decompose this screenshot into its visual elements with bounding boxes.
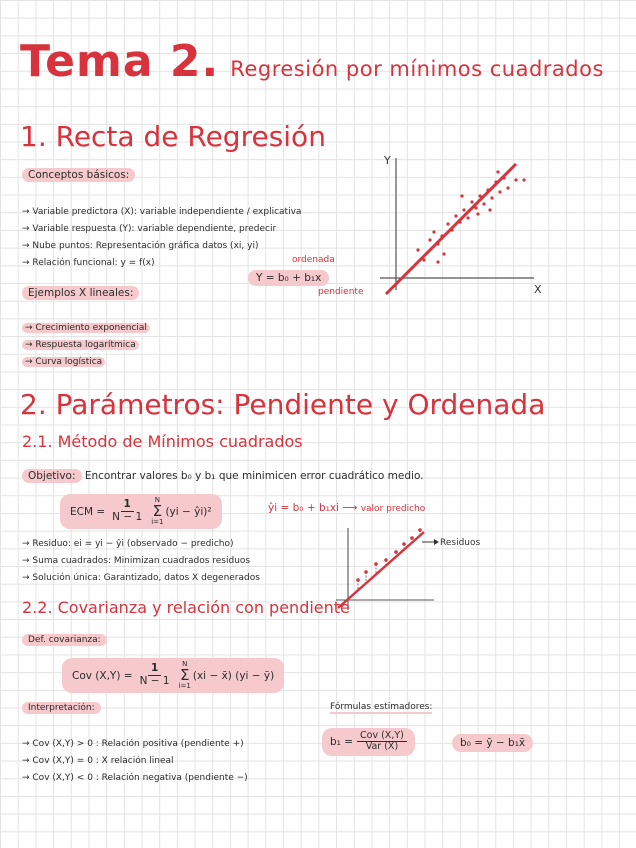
scatter-point (488, 208, 491, 211)
scatter-point (450, 228, 453, 231)
residual-point (418, 528, 422, 532)
prediction-equation: ŷi = b₀ + b₁xi (268, 502, 339, 514)
prediction-arrow: ⟶ (342, 502, 358, 514)
minimos-bullets (22, 536, 260, 587)
scatter-point (506, 186, 509, 189)
objetivo-text: Encontrar valores b₀ y b₁ que minimicen error cuadrático medio. (84, 470, 424, 482)
concepto-item: → Variable predictora (X): variable independiente / explicativa (22, 207, 302, 217)
scatter-point (442, 252, 445, 255)
ejemplo-item: → Crecimiento exponencial (22, 320, 150, 337)
regression-equation: Y = b₀ + b₁x (248, 270, 329, 286)
scatter-point (460, 194, 463, 197)
scatter-point (522, 178, 525, 181)
scatter-point (422, 258, 425, 261)
scatter-point (476, 212, 479, 215)
b1-formula: b₁ = $\frac{\text{Cov (X,Y)}}{\text{Var (X)}}$ (322, 728, 415, 756)
interp-item: → Cov (X,Y) = 0 : X relación lineal (22, 756, 174, 766)
ecm-formula: ECM = $\frac{1}{N - 1}$ N Σ i=1 (yi − ŷi)² (60, 494, 222, 529)
scatter-point (482, 202, 485, 205)
residual-points (356, 528, 422, 590)
scatter-point (494, 180, 497, 183)
def-covarianza-label: Def. covarianza: (22, 634, 107, 646)
axis-x-label: X (534, 283, 542, 296)
interpretacion-list (22, 736, 248, 787)
title-main: Tema 2. (20, 36, 220, 87)
scatter-point (432, 230, 435, 233)
subsection-2-1: 2.1. Método de Mínimos cuadrados (22, 432, 303, 451)
interp-item: → Cov (X,Y) < 0 : Relación negativa (pendiente −) (22, 773, 248, 783)
residual-point (356, 578, 360, 582)
scatter-point (490, 196, 493, 199)
scatter-points (416, 170, 525, 263)
prediction-label: valor predicho (360, 504, 426, 514)
residuos-arrowhead (434, 539, 439, 545)
scatter-point (474, 206, 477, 209)
ejemplo-item: → Curva logística (22, 354, 150, 371)
scatter-point (478, 194, 481, 197)
scatter-point (470, 200, 473, 203)
title-sub: Regresión por mínimos cuadrados (230, 57, 604, 81)
scatter-point (498, 190, 501, 193)
regression-scatter-plot (378, 152, 548, 297)
scatter-point (486, 188, 489, 191)
residual-point (374, 562, 378, 566)
scatter-point (458, 220, 461, 223)
scatter-point (454, 214, 457, 217)
concepto-item: → Variable respuesta (Y): variable dependiente, predecir (22, 224, 277, 234)
prediction-line (268, 502, 425, 514)
section-1-heading: 1. Recta de Regresión (20, 120, 326, 153)
subsection-2-2: 2.2. Covarianza y relación con pendiente (22, 598, 350, 617)
scatter-point (436, 242, 439, 245)
conceptos-label: Conceptos básicos: (22, 168, 135, 182)
scatter-point (462, 208, 465, 211)
scatter-point (416, 248, 419, 251)
formulas-label: Fórmulas estimadores: (330, 702, 433, 712)
scatter-point (440, 234, 443, 237)
scatter-point (436, 260, 439, 263)
scatter-point (466, 216, 469, 219)
page-title (20, 36, 604, 87)
conceptos-list (22, 204, 301, 272)
concepto-item: → Nube puntos: Representación gráfica datos (xi, yi) (22, 241, 259, 251)
ejemplos-label: Ejemplos X lineales: (22, 286, 139, 300)
residuos-label: Residuos (440, 538, 481, 548)
objetivo-line (22, 470, 424, 482)
b0-formula: b₀ = ȳ − b₁x̄ (452, 734, 533, 752)
residual-point (364, 570, 368, 574)
scatter-point (496, 170, 499, 173)
axis-y-label: Y (384, 154, 391, 167)
interp-item: → Cov (X,Y) > 0 : Relación positiva (pendiente +) (22, 739, 244, 749)
residual-point (402, 542, 406, 546)
scatter-point (446, 222, 449, 225)
scatter-point (428, 238, 431, 241)
bullet-item: → Suma cuadrados: Minimizan cuadrados residuos (22, 556, 251, 566)
annotation-ordenada: ordenada (292, 255, 335, 265)
scatter-point (502, 176, 505, 179)
section-2-heading: 2. Parámetros: Pendiente y Ordenada (20, 388, 546, 421)
ejemplo-item: → Respuesta logarítmica (22, 337, 150, 354)
residual-point (384, 558, 388, 562)
objetivo-label: Objetivo: (22, 469, 82, 483)
ejemplos-list (22, 320, 150, 371)
concepto-item: → Relación funcional: y = f(x) (22, 258, 155, 268)
interpretacion-label: Interpretación: (22, 702, 101, 714)
bullet-item: → Solución única: Garantizado, datos X degenerados (22, 573, 260, 583)
bullet-item: → Residuo: ei = yi − ŷi (observado − predicho) (22, 539, 234, 549)
scatter-point (514, 178, 517, 181)
residual-point (394, 550, 398, 554)
annotation-pendiente: pendiente (318, 287, 364, 297)
residual-point (410, 536, 414, 540)
residual-plot (334, 522, 484, 616)
covariance-formula: Cov (X,Y) = $\frac{1}{N - 1}$ N Σ i=1 (xi − x̄) (yi − ȳ) (62, 658, 284, 693)
